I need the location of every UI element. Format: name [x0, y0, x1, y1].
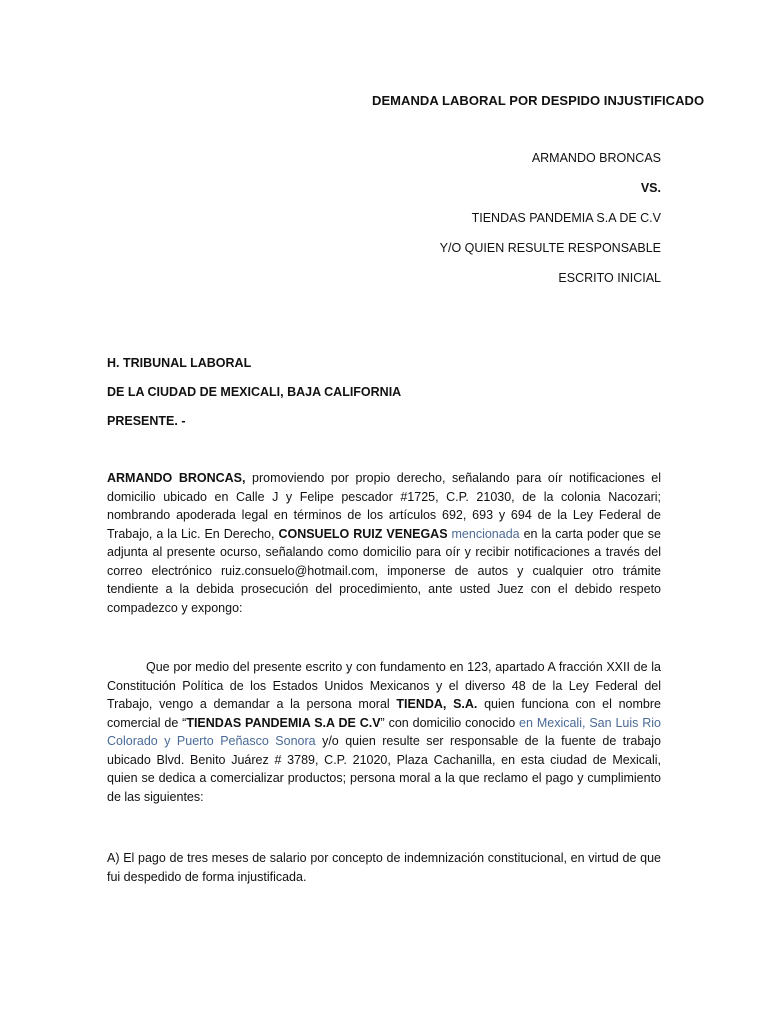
header-defendant: TIENDAS PANDEMIA S.A DE C.V: [471, 211, 661, 225]
header-versus: VS.: [640, 181, 661, 195]
paragraph-demand-text-c: ” con domicilio conocido: [380, 715, 520, 730]
case-header: [440, 151, 661, 301]
header-responsible: Y/O QUIEN RESULTE RESPONSABLE: [439, 241, 661, 255]
header-actor: ARMANDO BRONCAS: [531, 151, 661, 165]
company-short-name: TIENDA, S.A.: [396, 697, 478, 711]
addressee-line-3: PRESENTE. -: [107, 414, 186, 428]
lawyer-name: CONSUELO RUIZ VENEGAS: [278, 526, 448, 541]
paragraph-plaintiff-text-a: promoviendo por propio derecho, señalando para oír notificaciones el domicilio ubicado en Calle J y Felipe pescador #1725, C.P. 21030, de la colonia Nacozari; nombrando apoderada legal en términos de los artículos 692, 693 y 694 de la Ley Federal de Trabajo, a la Lic. En Derecho,: [107, 471, 661, 541]
paragraph-claim-a: A) El pago de tres meses de salario por concepto de indemnización constitucional, en virtud de que fui despedido de forma injustificada.: [107, 851, 661, 884]
company-locations: en Mexicali, San Luis Rio Colorado y Puerto Peñasco Sonora: [107, 715, 662, 748]
plaintiff-name: ARMANDO BRONCAS,: [107, 471, 246, 485]
paragraph-demand: [107, 658, 661, 806]
paragraph-plaintiff: [107, 469, 661, 617]
paragraph-demand-text-a: Que por medio del presente escrito y con fundamento en 123, apartado A fracción XXII de la Constitución Política de los Estados Unidos Mexicanos y el diverso 48 de la Ley Federal del Trabajo, vengo a demandar a la persona moral: [107, 660, 661, 711]
addressee-line-2: DE LA CIUDAD DE MEXICALI, BAJA CALIFORNIA: [107, 385, 402, 399]
addressee-block: [107, 356, 401, 443]
paragraph-demand-text-b: quien funciona con el nombre comercial de “: [107, 697, 661, 730]
paragraph-plaintiff-text-c: en la carta poder que se adjunta al presente ocurso, señalando como domicilio para oír y recibir notificaciones a través del correo electrónico ruiz.consuelo@hotmail.com, imponerse de autos y cualquier otro trámite tendiente a la debida prosecución del procedimiento, ante usted Juez con el debido respeto compadezco y expongo:: [107, 526, 661, 615]
header-filing-type: ESCRITO INICIAL: [558, 271, 661, 285]
company-trade-name: TIENDAS PANDEMIA S.A DE C.V: [186, 715, 381, 730]
paragraph-demand-text-d: y/o quien resulte ser responsable de la fuente de trabajo ubicado Blvd. Benito Juárez # 3789, C.P. 21020, Plaza Cachanilla, en esta ciudad de Mexicali, quien se dedica a comercializar productos; persona moral a la que reclamo el pago y cumplimiento de las siguientes:: [107, 734, 661, 804]
mention-word: mencionada: [451, 526, 520, 541]
document-title: DEMANDA LABORAL POR DESPIDO INJUSTIFICADO: [372, 93, 705, 108]
addressee-line-1: H. TRIBUNAL LABORAL: [107, 356, 252, 370]
